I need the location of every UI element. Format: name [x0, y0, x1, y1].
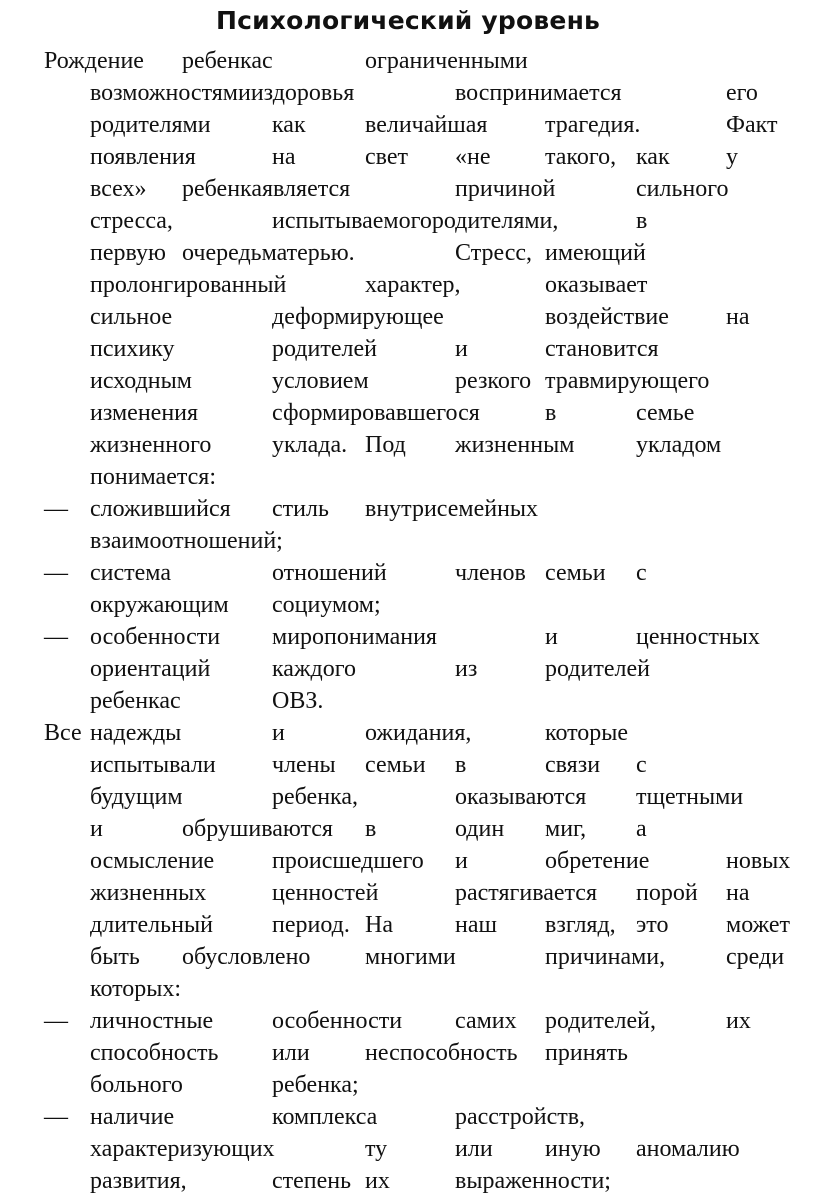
text-line: [0, 1136, 816, 1168]
word: ценностных: [636, 624, 760, 650]
word: оказываются: [455, 784, 587, 810]
word: ОВЗ.: [272, 688, 324, 714]
word: степень: [272, 1168, 352, 1194]
word: исходным: [90, 368, 192, 394]
word: сложившийся: [90, 496, 231, 522]
word: быть: [90, 944, 140, 970]
word: как: [272, 112, 306, 138]
word: жизненных: [90, 880, 207, 906]
word: обретение: [545, 848, 650, 874]
word: укладом: [636, 432, 722, 458]
word: Стресс,: [455, 240, 533, 266]
word: имеющий: [545, 240, 646, 266]
word: и: [455, 336, 468, 362]
word: среди: [726, 944, 785, 970]
word: стиль: [272, 496, 329, 522]
word: «не: [455, 144, 491, 170]
word: ребенкас: [90, 688, 181, 714]
word: родителями: [90, 112, 211, 138]
word: многими: [365, 944, 456, 970]
word: способность: [90, 1040, 219, 1066]
word: выраженности;: [455, 1168, 611, 1194]
word: ограниченными: [365, 48, 528, 74]
word: и: [272, 720, 285, 746]
word: период.: [272, 912, 350, 938]
word: На: [365, 912, 393, 938]
word: семьи: [545, 560, 606, 586]
word: их: [365, 1168, 390, 1194]
text-line: [0, 304, 816, 336]
text-line: [0, 592, 816, 624]
word: членов: [455, 560, 526, 586]
word: ребенкаявляется: [182, 176, 351, 202]
word: ребенкас: [182, 48, 273, 74]
word: на: [726, 304, 750, 330]
text-line: [0, 144, 816, 176]
list-dash: —: [44, 1008, 68, 1034]
word: ребенка,: [272, 784, 358, 810]
page-title: Психологический уровень: [215, 6, 601, 35]
word: на: [726, 880, 750, 906]
word: наличие: [90, 1104, 175, 1130]
word: социумом;: [272, 592, 381, 618]
word: условием: [272, 368, 369, 394]
word: у: [726, 144, 738, 170]
text-line: [0, 1168, 816, 1200]
word: трагедия.: [545, 112, 641, 138]
list-dash: —: [44, 624, 68, 650]
text-line: [0, 496, 816, 528]
text-line: [0, 464, 816, 496]
word: происшедшего: [272, 848, 424, 874]
word: понимается:: [90, 464, 216, 490]
word: из: [455, 656, 478, 682]
word: причинами,: [545, 944, 666, 970]
word: внутрисемейных: [365, 496, 539, 522]
word: принять: [545, 1040, 629, 1066]
word: длительный: [90, 912, 213, 938]
word: испытываемогородителями,: [272, 208, 559, 234]
text-line: [0, 560, 816, 592]
word: Все: [44, 720, 82, 746]
word: личностные: [90, 1008, 214, 1034]
word: члены: [272, 752, 336, 778]
word: первую: [90, 240, 166, 266]
word: уклада.: [272, 432, 348, 458]
word: осмысление: [90, 848, 215, 874]
word: Под: [365, 432, 406, 458]
word: новых: [726, 848, 791, 874]
word: их: [726, 1008, 751, 1034]
word: и: [90, 816, 103, 842]
word: величайшая: [365, 112, 488, 138]
word: которые: [545, 720, 629, 746]
word: и: [455, 848, 468, 874]
word: взгляд,: [545, 912, 616, 938]
word: свет: [365, 144, 408, 170]
word: система: [90, 560, 171, 586]
word: воспринимается: [455, 80, 622, 106]
word: сформировавшегося: [272, 400, 480, 426]
word: отношений: [272, 560, 387, 586]
word: в: [636, 208, 648, 234]
list-dash: —: [44, 560, 68, 586]
text-line: [0, 1040, 816, 1072]
word: развития,: [90, 1168, 187, 1194]
word: причиной: [455, 176, 556, 202]
text-line: [0, 816, 816, 848]
text-line: [0, 528, 816, 560]
word: с: [636, 752, 647, 778]
word: пролонгированный: [90, 272, 287, 298]
word: сильного: [636, 176, 729, 202]
text-line: [0, 784, 816, 816]
word: аномалию: [636, 1136, 740, 1162]
word: Факт: [726, 112, 778, 138]
list-dash: —: [44, 496, 68, 522]
text-line: [0, 336, 816, 368]
text-line: [0, 80, 816, 112]
word: больного: [90, 1072, 183, 1098]
word: жизненного: [90, 432, 212, 458]
text-line: [0, 752, 816, 784]
word: резкого: [455, 368, 532, 394]
word: тщетными: [636, 784, 744, 810]
word: которых:: [90, 976, 182, 1002]
word: оказывает: [545, 272, 648, 298]
word: миропонимания: [272, 624, 437, 650]
text-line: [0, 1072, 816, 1104]
word: возможностямииздоровья: [90, 80, 355, 106]
text-line: [0, 912, 816, 944]
word: семьи: [365, 752, 426, 778]
word: растягивается: [455, 880, 597, 906]
word: неспособность: [365, 1040, 518, 1066]
word: очередьматерью.: [182, 240, 355, 266]
word: комплекса: [272, 1104, 378, 1130]
word: расстройств,: [455, 1104, 586, 1130]
word: жизненным: [455, 432, 575, 458]
word: связи: [545, 752, 601, 778]
word: может: [726, 912, 790, 938]
word: взаимоотношений;: [90, 528, 283, 554]
text-line: [0, 720, 816, 752]
word: ожидания,: [365, 720, 472, 746]
text-line: [0, 976, 816, 1008]
word: становится: [545, 336, 659, 362]
word: появления: [90, 144, 196, 170]
word: обрушиваются: [182, 816, 333, 842]
word: каждого: [272, 656, 356, 682]
word: Рождение: [44, 48, 144, 74]
word: родителей,: [545, 1008, 656, 1034]
text-line: [0, 240, 816, 272]
list-dash: —: [44, 1104, 68, 1130]
word: характер,: [365, 272, 461, 298]
word: родителей: [272, 336, 377, 362]
word: а: [636, 816, 647, 842]
word: будущим: [90, 784, 183, 810]
text-line: [0, 944, 816, 976]
word: стресса,: [90, 208, 173, 234]
word: надежды: [90, 720, 182, 746]
text-line: [0, 400, 816, 432]
word: ценностей: [272, 880, 379, 906]
word: как: [636, 144, 670, 170]
word: обусловлено: [182, 944, 311, 970]
word: изменения: [90, 400, 199, 426]
word: миг,: [545, 816, 587, 842]
word: наш: [455, 912, 497, 938]
word: сильное: [90, 304, 173, 330]
word: особенности: [90, 624, 221, 650]
word: психику: [90, 336, 175, 362]
word: это: [636, 912, 669, 938]
word: в: [365, 816, 377, 842]
word: иную: [545, 1136, 601, 1162]
text-line: [0, 432, 816, 464]
word: его: [726, 80, 758, 106]
word: один: [455, 816, 505, 842]
text-line: [0, 208, 816, 240]
word: в: [545, 400, 557, 426]
text-line: [0, 1008, 816, 1040]
word: или: [272, 1040, 310, 1066]
text-line: [0, 368, 816, 400]
text-line: [0, 176, 816, 208]
word: всех»: [90, 176, 147, 202]
text-line: [0, 848, 816, 880]
word: семье: [636, 400, 695, 426]
word: воздействие: [545, 304, 669, 330]
text-line: [0, 1104, 816, 1136]
word: в: [455, 752, 467, 778]
word: на: [272, 144, 296, 170]
text-line: [0, 880, 816, 912]
word: и: [545, 624, 558, 650]
word: родителей: [545, 656, 650, 682]
text-line: [0, 688, 816, 720]
word: испытывали: [90, 752, 216, 778]
word: такого,: [545, 144, 617, 170]
word: характеризующих: [90, 1136, 275, 1162]
text-line: [0, 48, 816, 80]
word: порой: [636, 880, 698, 906]
text-line: [0, 112, 816, 144]
word: деформирующее: [272, 304, 444, 330]
word: ребенка;: [272, 1072, 359, 1098]
word: или: [455, 1136, 493, 1162]
word: окружающим: [90, 592, 229, 618]
word: ту: [365, 1136, 388, 1162]
word: ориентаций: [90, 656, 211, 682]
text-line: [0, 272, 816, 304]
text-line: [0, 656, 816, 688]
word: особенности: [272, 1008, 403, 1034]
word: с: [636, 560, 647, 586]
text-line: [0, 624, 816, 656]
word: самих: [455, 1008, 517, 1034]
word: травмирующего: [545, 368, 710, 394]
